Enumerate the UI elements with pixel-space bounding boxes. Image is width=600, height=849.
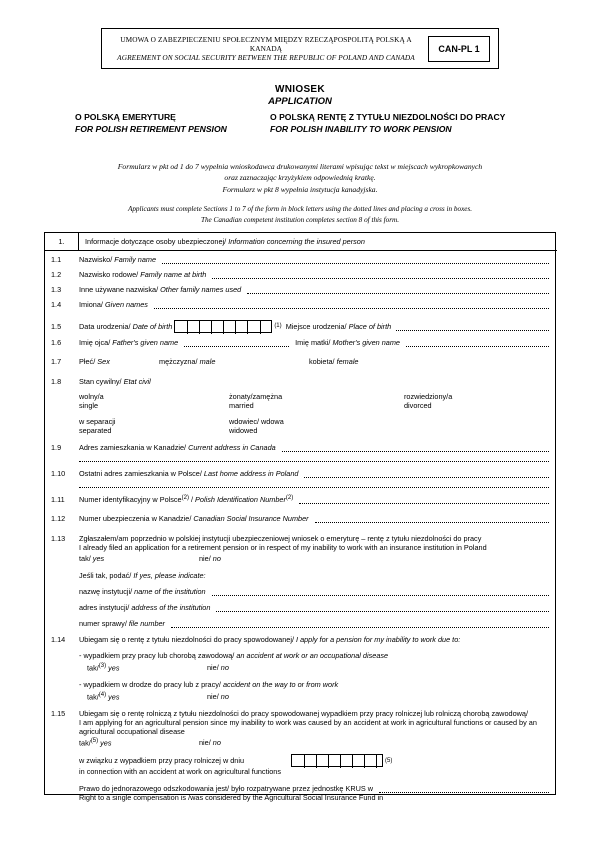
polish-id-input[interactable]	[299, 495, 549, 504]
section-1-box	[44, 232, 556, 803]
q113-ifyes-pl: Jeśli tak, podać/	[79, 571, 132, 580]
section-1-title-en: Information concerning the insured person	[228, 237, 365, 246]
marital-divorced-pl: rozwiedziony/a	[404, 392, 453, 401]
label-1-7-pl: Płeć/	[79, 357, 96, 366]
field-body-1-14	[79, 634, 557, 702]
field-row-1-8[interactable]	[45, 376, 557, 435]
q113-no-en: no	[212, 554, 221, 563]
field-body-1-10	[79, 468, 557, 488]
field-row-1-11[interactable]	[45, 494, 557, 509]
q114-option-a	[79, 651, 549, 660]
field-body-1-9	[79, 442, 557, 462]
label-1-6-mother-pl: Imię matki/	[295, 338, 331, 347]
marital-married-en: married	[229, 401, 254, 410]
label-1-12-en: Canadian Social Insurance Number	[193, 514, 309, 523]
section-1-header	[45, 233, 557, 251]
place-of-birth-input[interactable]	[396, 322, 549, 331]
input-1-2[interactable]	[212, 270, 549, 279]
q113-institution-en: name of the institution	[134, 587, 206, 596]
footnote-ref-5a: (5)	[90, 737, 99, 744]
label-1-4-pl: Imiona/	[79, 300, 103, 309]
krus-unit-input[interactable]	[379, 784, 549, 793]
field-body-1-3	[79, 284, 557, 294]
q113-yes[interactable]	[79, 554, 199, 563]
sex-female-pl: kobieta/	[309, 357, 335, 366]
field-row-1-12[interactable]	[45, 513, 557, 528]
application-title	[101, 84, 499, 107]
q113-address-en: address of the institution	[131, 603, 211, 612]
address-canada-input-line1[interactable]	[282, 443, 549, 452]
field-index-1-10: 1.10	[51, 469, 66, 478]
marital-separated-pl: w separacji	[79, 417, 116, 426]
field-index-1-15: 1.15	[51, 708, 66, 718]
label-1-2-pl: Nazwisko rodowe/	[79, 270, 139, 279]
label-1-9-en: Current address in Canada	[188, 443, 276, 452]
q113-case-pl: numer sprawy/	[79, 619, 127, 628]
field-index-1-2: 1.2	[51, 270, 62, 279]
q113-yesno	[79, 554, 549, 563]
label-1-11-pl: Numer identyfikacyjny w Polsce	[79, 495, 182, 504]
field-row-1-5[interactable]	[45, 318, 557, 333]
sex-option-female[interactable]	[309, 357, 359, 366]
label-1-12-pl: Numer ubezpieczenia w Kanadzie/	[79, 514, 192, 523]
label-1-7-en: Sex	[97, 357, 110, 366]
q115-yesno	[79, 738, 549, 747]
label-1-5-pl: Data urodzenia/	[79, 321, 131, 331]
instructions-pl-2: oraz zaznaczając krzyżykiem odpowiednią kratkę.	[224, 173, 376, 183]
label-1-3-pl: Inne używane nazwiska/	[79, 285, 159, 294]
section-1-number: 1.	[45, 233, 79, 251]
label-1-2-en: Family name at birth	[140, 270, 207, 279]
field-index-1-8: 1.8	[51, 377, 62, 386]
field-body-1-15	[79, 708, 557, 802]
field-index-1-9: 1.9	[51, 443, 62, 452]
field-body-1-12	[79, 513, 557, 523]
marital-single-en: single	[79, 401, 99, 410]
application-title-pl: WNIOSEK	[275, 84, 325, 95]
address-canada-input-line2[interactable]	[79, 453, 549, 462]
field-index-1-3: 1.3	[51, 285, 62, 294]
label-1-5-place-en: Place of birth	[348, 321, 392, 331]
field-body-1-8	[79, 376, 557, 435]
header-title-pl: UMOWA O ZABEZPIECZENIU SPOŁECZNYM MIĘDZY RZECZĄPOSPOLITĄ POLSKĄ A KANADĄ	[120, 35, 412, 54]
instructions-en-1: Applicants must complete Sections 1 to 7 of the form in block letters using the dotted lines and placing a cross in boxes.	[127, 205, 473, 214]
inability-pension-pl: O POLSKĄ RENTĘ Z TYTUŁU NIEZDOLNOŚCI DO PRACY	[270, 112, 506, 122]
q114-a-pl: - wypadkiem przy pracy lub chorobą zawodową/	[79, 651, 235, 660]
q115-no[interactable]	[199, 738, 221, 747]
marital-married-pl: żonaty/zamężna	[229, 392, 283, 401]
q115-yes-en: yes	[100, 738, 112, 748]
field-row-1-1[interactable]	[45, 254, 557, 269]
marital-status-row-1	[79, 392, 549, 410]
address-poland-input-line1[interactable]	[304, 469, 549, 478]
footnote-ref-2b: (2)	[285, 495, 294, 501]
field-row-1-14[interactable]	[45, 634, 557, 702]
q114-a-no-pl: nie/	[207, 663, 219, 672]
footnote-ref-1: (1)	[274, 323, 282, 329]
q113-ifyes-label	[79, 571, 549, 580]
institution-address-input[interactable]	[216, 603, 549, 612]
input-1-3[interactable]	[247, 285, 549, 294]
field-row-1-2[interactable]	[45, 269, 557, 284]
footnote-ref-3a: (3)	[98, 663, 107, 669]
header-title-block	[110, 35, 422, 62]
retirement-pension-column	[75, 112, 265, 134]
label-1-13-en: I already filed an application for a retirement pension or in respect of my inability to work with an insurance institution in Poland	[79, 543, 487, 552]
footnote-ref-2a: (2)	[181, 495, 189, 501]
label-1-1-pl: Nazwisko/	[79, 255, 113, 264]
label-1-15-en: I am applying for an agricultural pension since my inability to work was caused by an accident at work in agricultural functions or caused by an agricultural occupational disease	[79, 717, 537, 736]
q114-a-yes-en: yes	[108, 663, 120, 673]
sex-option-male[interactable]	[159, 357, 309, 366]
label-1-14-pl: Ubiegam się o rentę z tytułu niezdolności do pracy spowodowanej/	[79, 635, 294, 644]
q115-yes-pl: tak/	[79, 738, 91, 748]
field-row-1-13[interactable]	[45, 533, 557, 628]
section-1-title: Informacje dotyczące osoby ubezpieczonej/ Information concerning the insured person	[85, 237, 365, 246]
field-row-1-3[interactable]	[45, 284, 557, 299]
field-index-1-14: 1.14	[51, 635, 66, 644]
sex-male-en: male	[199, 357, 216, 366]
marital-single-pl: wolny/a	[79, 392, 104, 401]
application-title-en: APPLICATION	[268, 96, 332, 107]
q114-option-b	[79, 680, 549, 689]
label-1-9-pl: Adres zamieszkania w Kanadzie/	[79, 443, 187, 452]
field-row-1-7[interactable]	[45, 356, 557, 371]
field-index-1-11: 1.11	[51, 495, 65, 504]
q114-a-en: an accident at work or an occupational disease	[236, 651, 389, 660]
institution-name-input[interactable]	[212, 587, 549, 596]
form-code-badge: CAN-PL 1	[428, 36, 490, 62]
q115-date-en: in connection with an accident at work on agricultural functions	[79, 767, 281, 777]
q115-last-pl: Prawo do jednorazowego odszkodowania jest/ było rozpatrywane przez jednostkę KRUS w	[79, 784, 374, 794]
retirement-pension-en: FOR POLISH RETIREMENT PENSION	[75, 124, 227, 134]
label-1-5-place-pl: Miejsce urodzenia/	[285, 321, 347, 331]
field-index-1-6: 1.6	[51, 338, 62, 347]
field-body-1-11: Numer identyfikacyjny w Polsce (2) / Polish Identification Number (2)	[79, 494, 557, 504]
sex-male-pl: mężczyzna/	[159, 357, 198, 366]
q113-no-pl: nie/	[199, 554, 211, 563]
footnote-ref-4a: (4)	[98, 692, 107, 699]
father-name-input[interactable]	[184, 338, 289, 347]
label-1-8-pl: Stan cywilny/	[79, 377, 122, 386]
q115-last-en: Right to a single compensation is /was considered by the Agricultural Social Insurance Fund in	[79, 793, 384, 803]
q114-a-yes[interactable]	[87, 663, 207, 672]
inability-pension-column	[270, 112, 525, 134]
field-row-1-15[interactable]	[45, 708, 557, 802]
q114-b-no[interactable]	[207, 692, 229, 701]
marital-divorced-en: divorced	[404, 401, 432, 410]
marital-widowed-pl: wdowiec/ wdowa	[229, 417, 284, 426]
q113-no[interactable]	[199, 554, 221, 563]
q113-institution-pl: nazwę instytucji/	[79, 587, 133, 596]
footnote-ref-5b: (5)	[385, 757, 393, 764]
q113-yes-en: yes	[92, 554, 105, 563]
mother-name-input[interactable]	[406, 338, 549, 347]
field-row-1-4[interactable]	[45, 299, 557, 314]
label-1-15-pl: Ubiegam się o rentę rolniczą z tytułu niezdolności do pracy spowodowanej wypadkiem przy pracy rolniczej lub rolniczą chorobą zawodową/	[79, 708, 528, 718]
q113-address-pl: adres instytucji/	[79, 603, 130, 612]
accident-date-input[interactable]	[291, 754, 383, 767]
field-index-1-5: 1.5	[51, 321, 62, 331]
field-index-1-12: 1.12	[51, 514, 66, 523]
q115-yes[interactable]	[79, 738, 199, 747]
instructions-en-block	[84, 204, 516, 226]
field-body-1-7	[79, 356, 557, 366]
section-1-rows	[45, 251, 557, 802]
q114-b-yes-pl: tak/	[87, 692, 99, 702]
input-1-4[interactable]	[154, 300, 549, 309]
label-1-6-father-pl: Imię ojca/	[79, 338, 111, 347]
label-1-13-pl: Zgłaszałem/am poprzednio w polskiej instytucji ubezpieczeniowej wniosek o emeryturę – rentę z tytułu niezdolności do pracy	[79, 534, 482, 543]
marital-option-separated[interactable]	[79, 417, 229, 435]
q114-a-yes-pl: tak/	[87, 663, 99, 673]
sex-female-en: female	[336, 357, 359, 366]
q115-no-pl: nie/	[199, 737, 211, 747]
q115-date-pl: w związku z wypadkiem przy pracy rolniczej w dniu	[79, 756, 245, 766]
q114-b-pl: - wypadkiem w drodze do pracy lub z pracy/	[79, 680, 221, 690]
field-index-1-1: 1.1	[51, 255, 62, 264]
field-body-1-13	[79, 533, 557, 628]
q115-date-label	[79, 756, 289, 765]
marital-status-row-2	[79, 417, 549, 435]
marital-option-widowed[interactable]	[229, 417, 404, 435]
header-title-en: AGREEMENT ON SOCIAL SECURITY BETWEEN THE REPUBLIC OF POLAND AND CANADA	[117, 53, 415, 63]
label-1-6-father-en: Father's given name	[112, 338, 179, 347]
field-body-1-4	[79, 299, 557, 309]
label-1-1-en: Family name	[114, 255, 157, 264]
q115-no-en: no	[212, 737, 221, 747]
q114-a-no[interactable]	[207, 663, 229, 672]
q114-b-yes-en: yes	[108, 692, 120, 702]
q114-b-yesno	[79, 692, 549, 701]
label-1-14-en: I apply for a pension for my inability to work due to:	[296, 635, 461, 644]
marital-separated-en: separated	[79, 426, 112, 435]
address-poland-input-line2[interactable]	[79, 479, 549, 488]
marital-option-single[interactable]	[79, 392, 229, 410]
label-1-3-en: Other family names used	[160, 285, 242, 294]
field-row-1-6[interactable]	[45, 337, 557, 352]
label-1-10-pl: Ostatni adres zamieszkania w Polsce/	[79, 469, 202, 478]
q114-b-no-en: no	[220, 692, 229, 702]
canadian-sin-input[interactable]	[315, 514, 549, 523]
q114-b-yes[interactable]	[87, 692, 207, 701]
label-1-8-en: Etat civil	[123, 377, 151, 386]
field-body-1-2	[79, 269, 557, 279]
q114-b-en: accident on the way to or from work	[222, 680, 339, 690]
q113-case-en: file number	[128, 619, 165, 628]
input-1-1[interactable]	[162, 255, 549, 264]
section-1-title-pl: Informacje dotyczące osoby ubezpieczonej	[85, 237, 225, 246]
q113-ifyes-en: If yes, please indicate:	[133, 571, 206, 580]
field-row-1-9[interactable]	[45, 442, 557, 462]
field-index-1-4: 1.4	[51, 300, 62, 309]
case-number-input[interactable]	[171, 619, 549, 628]
q114-b-no-pl: nie/	[207, 692, 219, 702]
inability-pension-en: FOR POLISH INABILITY TO WORK PENSION	[270, 124, 452, 134]
date-of-birth-input[interactable]	[174, 320, 272, 333]
field-index-1-7: 1.7	[51, 357, 62, 366]
label-1-11-en: Polish Identification Number	[195, 495, 286, 504]
label-1-6-mother-en: Mother's given name	[332, 338, 400, 347]
q114-a-yesno	[79, 663, 549, 672]
q114-a-no-en: no	[220, 663, 229, 672]
pension-type-columns	[75, 112, 525, 134]
instructions-en-2: The Canadian competent institution completes section 8 of this form.	[200, 215, 400, 224]
retirement-pension-pl: O POLSKĄ EMERYTURĘ	[75, 112, 176, 122]
q113-yes-pl: tak/	[79, 554, 91, 563]
field-body-1-6	[79, 337, 557, 347]
field-body-1-5	[79, 319, 557, 333]
instructions-block	[84, 161, 516, 226]
instructions-pl-3: Formularz w pkt 8 wypełnia instytucja kanadyjska.	[222, 184, 378, 194]
marital-widowed-en: widowed	[229, 426, 258, 435]
label-1-5-en: Date of birth	[132, 321, 173, 331]
field-row-1-10[interactable]	[45, 468, 557, 488]
label-1-4-en: Given names	[104, 300, 148, 309]
marital-option-married[interactable]	[229, 392, 404, 410]
marital-option-divorced[interactable]	[404, 392, 524, 410]
document-header	[101, 28, 499, 69]
instructions-pl-1: Formularz w pkt od 1 do 7 wypełnia wnioskodawca drukowanymi literami wpisując tekst w miejscach wykropkowanych	[117, 162, 483, 171]
label-1-10-en: Last home address in Poland	[203, 469, 299, 478]
field-body-1-1	[79, 254, 557, 264]
field-index-1-13: 1.13	[51, 534, 66, 543]
